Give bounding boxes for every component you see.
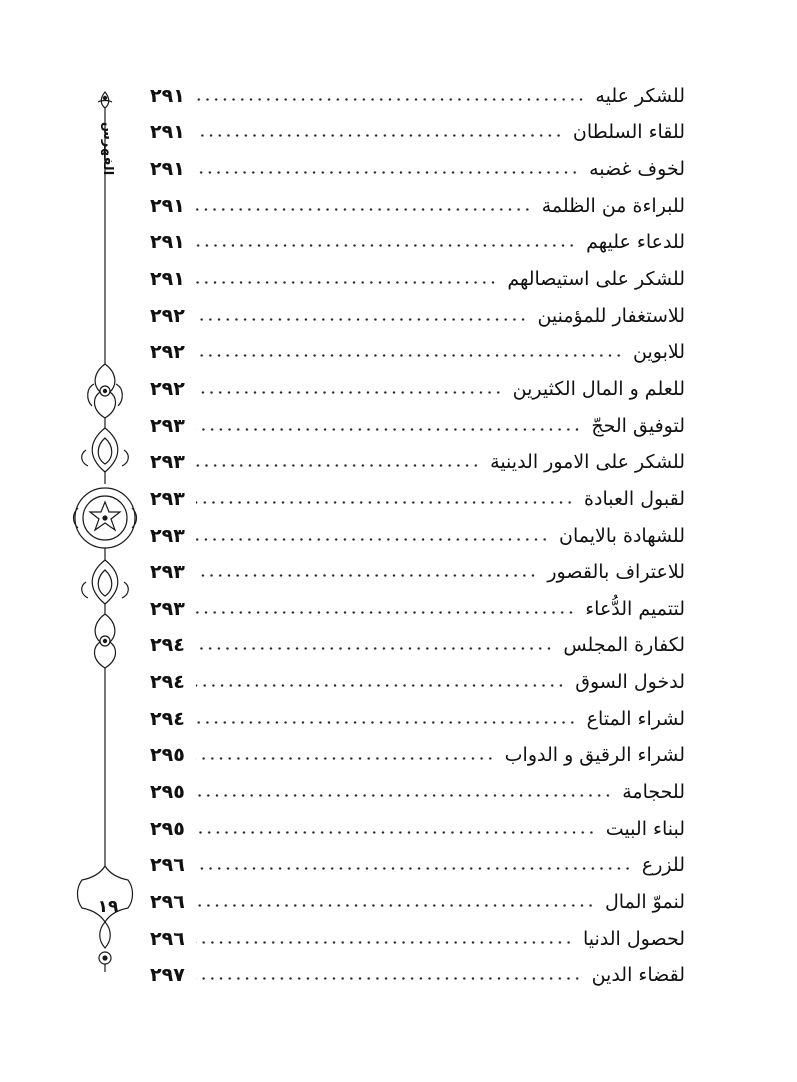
toc-entry-page: ٢٩٥ [150, 780, 185, 803]
dot-leader [196, 501, 574, 504]
toc-entry[interactable] [150, 957, 685, 994]
lattice-ornament [82, 428, 129, 472]
upper-medallion-ornament [88, 364, 123, 418]
toc-entry-page: ٢٩١ [150, 231, 185, 254]
toc-entry-title: لدخول السوق [575, 671, 685, 694]
toc-entry-page: ٢٩٣ [150, 561, 185, 584]
toc-entry-page: ٢٩٦ [150, 890, 185, 913]
dot-leader [196, 281, 497, 284]
toc-entry-page: ٢٩٤ [150, 634, 185, 657]
toc-entry[interactable] [150, 298, 685, 335]
toc-entry-title: للزرع [641, 854, 685, 877]
toc-entry[interactable] [150, 701, 685, 738]
toc-entry-title: للشكر على الامور الدينية [490, 451, 685, 474]
toc-entry[interactable] [150, 334, 685, 371]
section-label-text: الفهرس [100, 121, 116, 175]
toc-entry-page: ٢٩٢ [150, 377, 185, 400]
dot-leader [196, 684, 565, 687]
dot-leader [196, 208, 532, 211]
toc-entry-title: لحصول الدنيا [582, 927, 685, 950]
dot-leader [196, 391, 503, 394]
toc-entry[interactable] [150, 921, 685, 958]
toc-entry-page: ٢٩٦ [150, 854, 185, 877]
section-label [90, 118, 126, 178]
toc-entry[interactable] [150, 78, 685, 115]
toc-entry-title: للدعاء عليهم [586, 231, 685, 254]
toc-entry-page: ٢٩٤ [150, 671, 185, 694]
toc-entry[interactable] [150, 811, 685, 848]
lower-lattice-ornament [82, 560, 129, 604]
dot-leader [196, 538, 549, 541]
toc-entry-title: لشراء المتاع [586, 707, 685, 730]
dot-leader [196, 244, 576, 247]
toc-entry-title: للاعتراف بالقصور [547, 561, 685, 584]
dot-leader [196, 318, 527, 321]
toc-entry[interactable] [150, 738, 685, 775]
toc-entry[interactable] [150, 847, 685, 884]
table-of-contents [150, 78, 685, 994]
toc-entry[interactable] [150, 518, 685, 555]
toc-entry[interactable] [150, 628, 685, 665]
top-finial-ornament [98, 92, 112, 114]
toc-entry-title: لشراء الرقيق و الدواب [504, 744, 685, 767]
central-rosette-ornament [74, 488, 137, 548]
dot-leader [196, 428, 581, 431]
toc-entry-page: ٢٩١ [150, 194, 185, 217]
toc-entry-title: لبناء البيت [605, 817, 685, 840]
toc-entry-title: لنموّ المال [604, 890, 685, 913]
toc-entry-title: لخوف غضبه [589, 158, 685, 181]
toc-entry-page: ٢٩٣ [150, 597, 185, 620]
toc-entry-title: لقضاء الدين [591, 964, 685, 987]
toc-entry[interactable] [150, 261, 685, 298]
toc-entry[interactable] [150, 591, 685, 628]
dot-leader [196, 904, 595, 907]
dot-leader [196, 574, 537, 577]
dot-leader [196, 354, 623, 357]
toc-entry-page: ٢٩٦ [150, 927, 185, 950]
toc-entry-page: ٢٩٧ [150, 964, 185, 987]
page-number: ١٩ [97, 897, 119, 917]
toc-entry[interactable] [150, 151, 685, 188]
toc-entry-page: ٢٩٣ [150, 524, 185, 547]
dot-leader [196, 941, 573, 944]
toc-entry[interactable] [150, 481, 685, 518]
toc-entry-page: ٢٩٢ [150, 304, 185, 327]
toc-entry-title: للشكر عليه [595, 84, 685, 107]
toc-entry-page: ٢٩١ [150, 84, 185, 107]
toc-entry-title: للبراءة من الظلمة [541, 194, 685, 217]
dot-leader [196, 171, 579, 174]
toc-entry-page: ٢٩١ [150, 158, 185, 181]
dot-leader [196, 831, 596, 834]
dot-leader [196, 794, 612, 797]
toc-entry-page: ٢٩٤ [150, 707, 185, 730]
toc-entry-page: ٢٩٥ [150, 817, 185, 840]
toc-entry-page: ٢٩٢ [150, 341, 185, 364]
toc-entry-title: للابوين [633, 341, 685, 364]
dot-leader [196, 464, 480, 467]
toc-entry-page: ٢٩١ [150, 268, 185, 291]
dot-leader [196, 721, 577, 724]
dot-leader [196, 134, 563, 137]
dot-leader [196, 611, 575, 614]
toc-entry-title: لكفارة المجلس [563, 634, 685, 657]
toc-entry-page: ٢٩١ [150, 121, 185, 144]
toc-entry[interactable] [150, 408, 685, 445]
toc-entry[interactable] [150, 884, 685, 921]
toc-entry-title: لقبول العبادة [584, 487, 685, 510]
dot-leader [196, 867, 632, 870]
toc-entry-title: للقاء السلطان [572, 121, 685, 144]
toc-entry-title: للعلم و المال الكثيرين [512, 377, 685, 400]
toc-entry-page: ٢٩٣ [150, 487, 185, 510]
toc-entry[interactable] [150, 115, 685, 152]
dot-leader [196, 98, 585, 101]
toc-entry[interactable] [150, 774, 685, 811]
dot-leader [196, 757, 495, 760]
toc-entry-page: ٢٩٣ [150, 451, 185, 474]
toc-entry-title: للشهادة بالايمان [559, 524, 685, 547]
toc-entry-page: ٢٩٣ [150, 414, 185, 437]
toc-entry[interactable] [150, 188, 685, 225]
toc-entry-title: للاستغفار للمؤمنين [537, 304, 685, 327]
lower-medallion-ornament [95, 614, 116, 668]
dot-leader [196, 977, 582, 980]
toc-entry[interactable] [150, 664, 685, 701]
toc-entry-page: ٢٩٥ [150, 744, 185, 767]
ornamental-border [70, 88, 140, 998]
toc-entry-title: للشكر على استيصالهم [507, 268, 685, 291]
toc-entry[interactable] [150, 554, 685, 591]
toc-entry[interactable] [150, 225, 685, 262]
toc-entry[interactable] [150, 444, 685, 481]
toc-entry-title: لتتميم الدُّعاء [585, 597, 685, 620]
dot-leader [196, 647, 553, 650]
toc-entry[interactable] [150, 371, 685, 408]
toc-entry-title: لتوفيق الحجّ [591, 414, 685, 437]
toc-entry-title: للحجامة [622, 780, 685, 803]
folio-cartouche-ornament [78, 866, 133, 972]
